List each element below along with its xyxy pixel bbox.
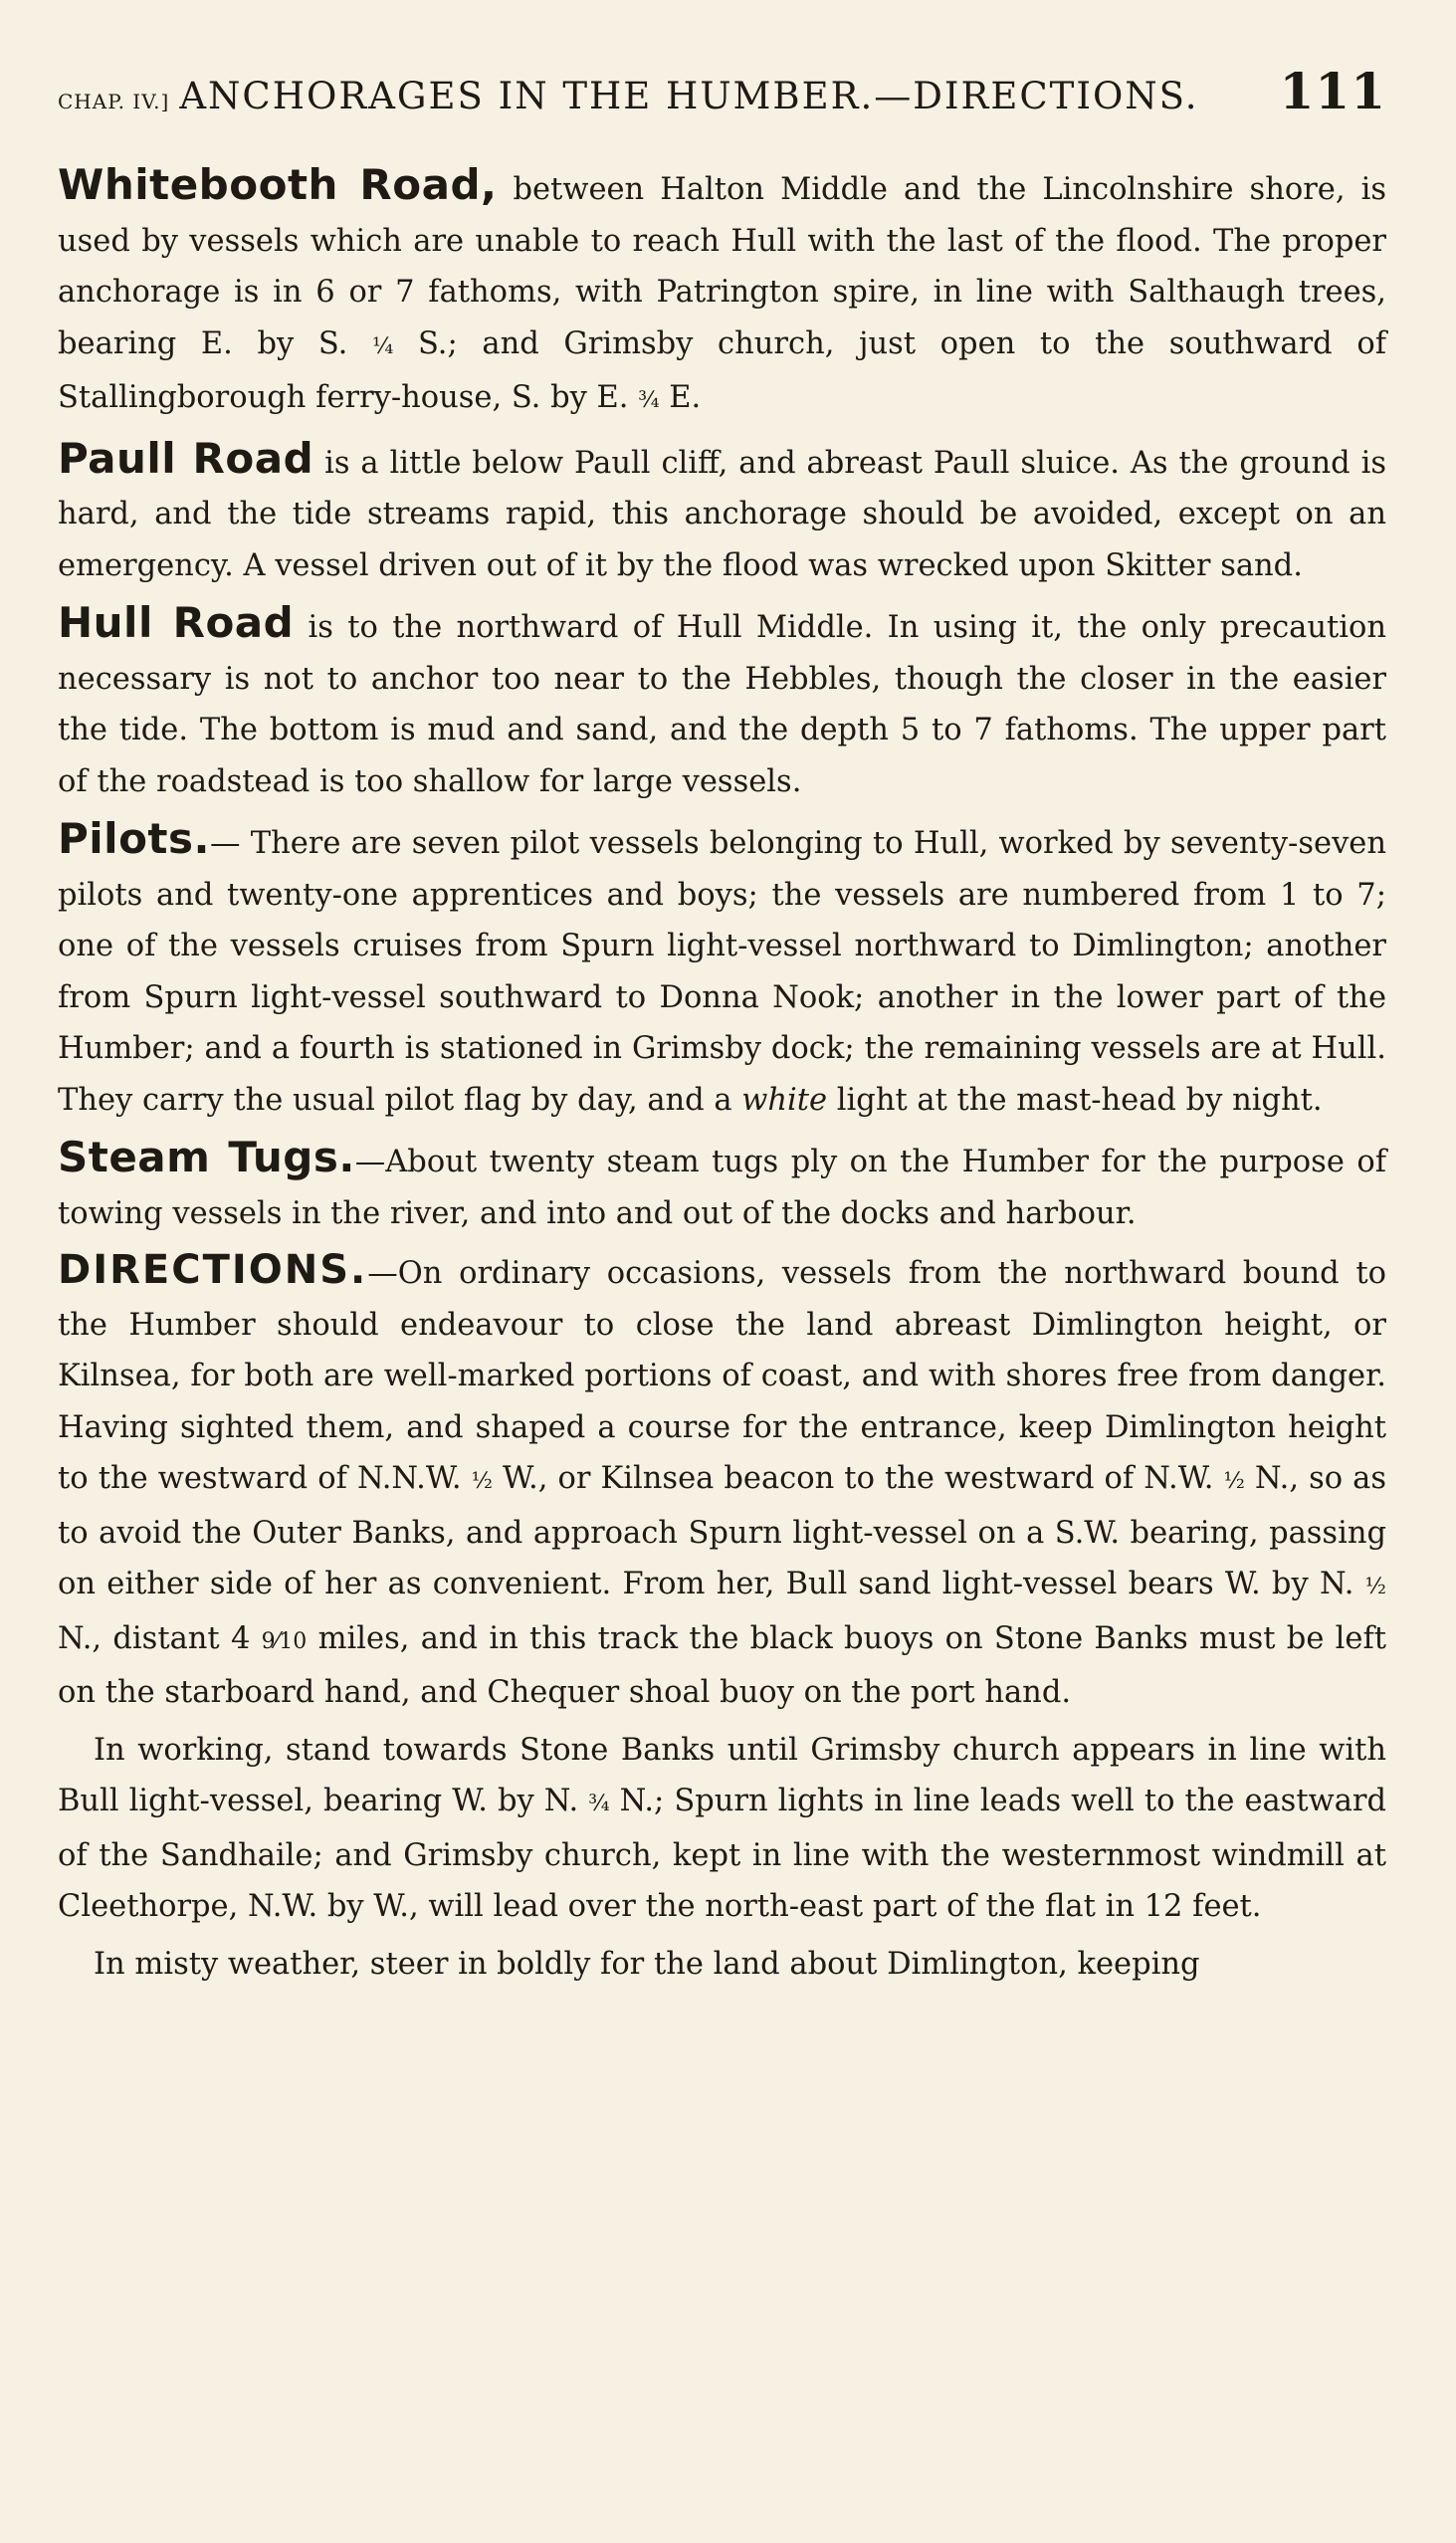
- paragraph-pilots: Pilots.— There are seven pilot vessels belonging to Hull, worked by seventy-seven pilots and twenty-one apprentices and boys; the vessels are numbered from 1 to 7; one of the vessels cruises from Spurn light-vessel northward to Dimlington; another from Spurn light-vessel southward to Donna Nook; another in the lower part of the Humber; and a fourth is stationed in Grimsby dock; the remaining vessels are at Hull. They carry the usual pilot flag by day, and a white light at the mast-head by night.: [58, 814, 1386, 1118]
- running-header: [58, 62, 1386, 131]
- paragraph-directions: DIRECTIONS.—On ordinary occasions, vessels from the northward bound to the Humber should endeavour to close the land abreast Dimlington height, or Kilnsea, for both are well-marked portions of coast, and with shores free from danger. Having sighted them, and shaped a course for the entrance, keep Dimlington height to the westward of N.N.W. ½ W., or Kilnsea beacon to the westward of N.W. ½ N., so as to avoid the Outer Banks, and approach Spurn light-vessel on a S.W. bearing, passing on either side of her as convenient. From her, Bull sand light-vessel bears W. by N. ½ N., distant 4 9⁄10 miles, and in this track the black buoys on Stone Banks must be left on the starboard hand, and Chequer shoal buoy on the port hand.: [58, 1247, 1387, 1710]
- paragraph-paull-road: Paull Road is a little below Paull cliff, and abreast Paull sluice. As the ground is hard, and the tide streams rapid, this anchorage should be avoided, except on an emergency. A vessel driven out of it by the flood was wrecked upon Skitter sand.: [58, 433, 1386, 583]
- heading-hull-road: Hull Road: [58, 598, 295, 647]
- page-number: 111: [1279, 62, 1386, 120]
- chapter-label: CHAP. IV.]: [58, 90, 170, 113]
- heading-whitebooth-road: Whitebooth Road,: [58, 160, 498, 209]
- paragraph-working: In working, stand towards Stone Banks until Grimsby church appears in line with Bull light-vessel, bearing W. by N. ¾ N.; Spurn lights in line leads well to the eastward of the Sandhaile; and Grimsby church, kept in line with the westernmost windmill at Cleethorpe, N.W. by W., will lead over the north-east part of the flat in 12 feet.: [58, 1732, 1386, 1924]
- heading-pilots: Pilots.: [58, 814, 210, 863]
- running-title: ANCHORAGES IN THE HUMBER.—DIRECTIONS.: [179, 75, 1199, 117]
- heading-steam-tugs: Steam Tugs.: [58, 1133, 355, 1181]
- heading-paull-road: Paull Road: [58, 433, 314, 483]
- page-body: [58, 159, 1386, 1990]
- heading-directions: DIRECTIONS.: [58, 1247, 368, 1293]
- paragraph-steam-tugs: Steam Tugs.—About twenty steam tugs ply on the Humber for the purpose of towing vessels in the river, and into and out of the docks and harbour.: [58, 1133, 1386, 1231]
- paragraph-hull-road: Hull Road is to the northward of Hull Middle. In using it, the only precaution necessary is not to anchor too near to the Hebbles, though the closer in the easier the tide. The bottom is mud and sand, and the depth 5 to 7 fathoms. The upper part of the roadstead is too shallow for large vessels.: [58, 598, 1386, 799]
- paragraph-misty-weather: In misty weather, steer in boldly for the land about Dimlington, keeping: [94, 1946, 1200, 1982]
- paragraph-whitebooth-road: Whitebooth Road, between Halton Middle and the Lincolnshire shore, is used by vessels which are unable to reach Hull with the last of the flood. The proper anchorage is in 6 or 7 fathoms, with Patrington spire, in line with Salthaugh trees, bearing E. by S. ¼ S.; and Grimsby church, just open to the southward of Stallingborough ferry-house, S. by E. ¾ E.: [58, 160, 1386, 415]
